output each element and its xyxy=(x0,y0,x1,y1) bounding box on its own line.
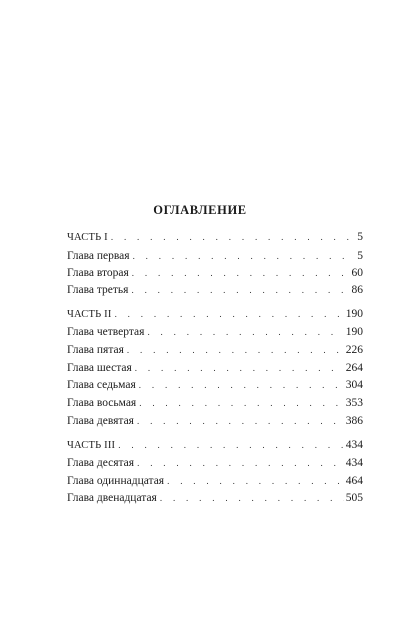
toc-chapter-12[interactable] xyxy=(67,491,363,505)
toc-chapter-label: Глава седьмая xyxy=(67,379,136,391)
toc-chapter-label: Глава восьмая xyxy=(67,397,137,409)
toc-page-number: 464 xyxy=(345,475,363,487)
dot-leader xyxy=(127,343,344,357)
toc-part-label: ЧАСТЬ I xyxy=(67,232,108,243)
toc-part-label: ЧАСТЬ III xyxy=(67,440,116,451)
dot-leader xyxy=(131,283,349,297)
toc-page-number: 190 xyxy=(345,326,363,338)
toc-page-number: 353 xyxy=(345,397,363,409)
toc-chapter-6[interactable] xyxy=(67,361,363,375)
dot-leader xyxy=(139,378,344,392)
toc-part-1[interactable] xyxy=(67,230,363,245)
toc-chapter-label: Глава девятая xyxy=(67,415,134,427)
toc-chapter-label: Глава десятая xyxy=(67,457,135,469)
toc-chapter-9[interactable] xyxy=(67,414,363,428)
dot-leader xyxy=(137,414,344,428)
toc-part-label: ЧАСТЬ II xyxy=(67,309,112,320)
toc-page-number: 505 xyxy=(345,492,363,504)
toc-page-number: 264 xyxy=(345,362,363,374)
dot-leader xyxy=(118,438,344,452)
toc-chapter-label: Глава двенадцатая xyxy=(67,492,157,504)
dot-leader xyxy=(147,325,343,339)
toc-title: ОГЛАВЛЕНИЕ xyxy=(153,203,247,217)
toc-page-number: 190 xyxy=(345,308,363,320)
dot-leader xyxy=(137,456,344,470)
toc-part-2[interactable] xyxy=(67,307,363,322)
dot-leader xyxy=(115,307,344,321)
toc-chapter-label: Глава третья xyxy=(67,284,129,296)
toc-chapter-4[interactable] xyxy=(67,325,363,339)
toc-chapter-1[interactable] xyxy=(67,249,363,263)
dot-leader xyxy=(139,396,344,410)
toc-chapter-11[interactable] xyxy=(67,474,363,488)
toc-page-number: 434 xyxy=(345,457,363,469)
toc-page-number: 386 xyxy=(345,415,363,427)
toc-chapter-label: Глава пятая xyxy=(67,344,124,356)
toc-part-3[interactable] xyxy=(67,438,363,453)
toc-chapter-2[interactable] xyxy=(67,266,363,280)
dot-leader xyxy=(132,266,350,280)
toc-page-number: 86 xyxy=(351,284,363,296)
toc-page-number: 5 xyxy=(357,250,363,262)
toc-page-number: 5 xyxy=(357,231,363,243)
toc-page-number: 304 xyxy=(345,379,363,391)
toc-chapter-label: Глава одиннадцатая xyxy=(67,475,165,487)
toc-page-number: 226 xyxy=(345,344,363,356)
dot-leader xyxy=(111,230,355,244)
toc-chapter-label: Глава четвертая xyxy=(67,326,145,338)
toc-chapter-label: Глава первая xyxy=(67,250,130,262)
toc-chapter-7[interactable] xyxy=(67,378,363,392)
toc-chapter-3[interactable] xyxy=(67,283,363,297)
toc-chapter-10[interactable] xyxy=(67,456,363,470)
toc-page-number: 60 xyxy=(351,267,363,279)
dot-leader xyxy=(160,491,344,505)
dot-leader xyxy=(135,361,344,375)
toc-chapter-5[interactable] xyxy=(67,343,363,357)
toc-chapter-label: Глава шестая xyxy=(67,362,132,374)
toc-page-number: 434 xyxy=(345,439,363,451)
toc-chapter-8[interactable] xyxy=(67,396,363,410)
dot-leader xyxy=(167,474,344,488)
dot-leader xyxy=(133,249,356,263)
toc-chapter-label: Глава вторая xyxy=(67,267,129,279)
